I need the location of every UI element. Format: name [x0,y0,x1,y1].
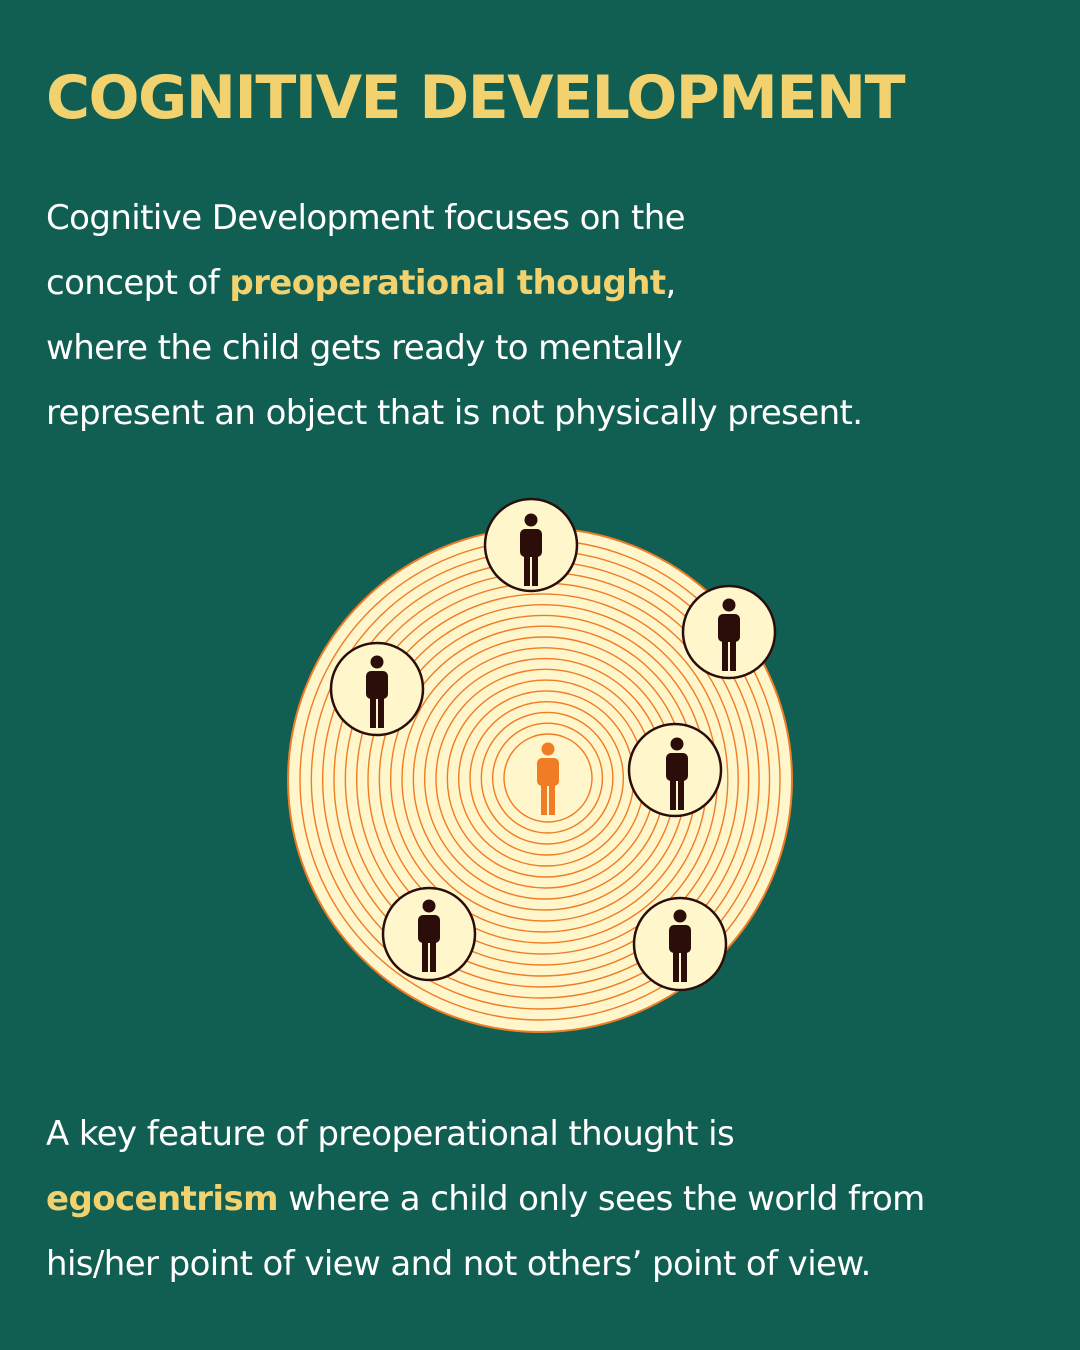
person-badge-bottom-left [383,888,475,980]
outro-line-3: his/her point of view and not others’ point of view. [46,1244,871,1284]
highlight-preoperational-thought: preoperational thought [229,263,666,303]
outro-line-2-suffix: where a child only sees the world from [277,1179,925,1219]
person-badge-top-right [683,586,775,678]
intro-line-2-suffix: , [665,263,676,303]
person-badge-right [629,724,721,816]
outro-line-2 [46,1167,1046,1232]
intro-line-3: where the child gets ready to mentally [46,328,683,368]
person-badge-bottom-right [634,898,726,990]
outro-line-1: A key feature of preoperational thought is [46,1114,735,1154]
outro-paragraph [46,1102,1046,1297]
intro-line-4: represent an object that is not physically present. [46,393,863,433]
person-badge-left [331,643,423,735]
intro-line-1: Cognitive Development focuses on the [46,198,685,238]
intro-line-2-prefix: concept of [46,263,230,303]
person-badge-top [485,499,577,591]
page-title: COGNITIVE DEVELOPMENT [46,63,905,133]
highlight-egocentrism: egocentrism [46,1179,278,1219]
